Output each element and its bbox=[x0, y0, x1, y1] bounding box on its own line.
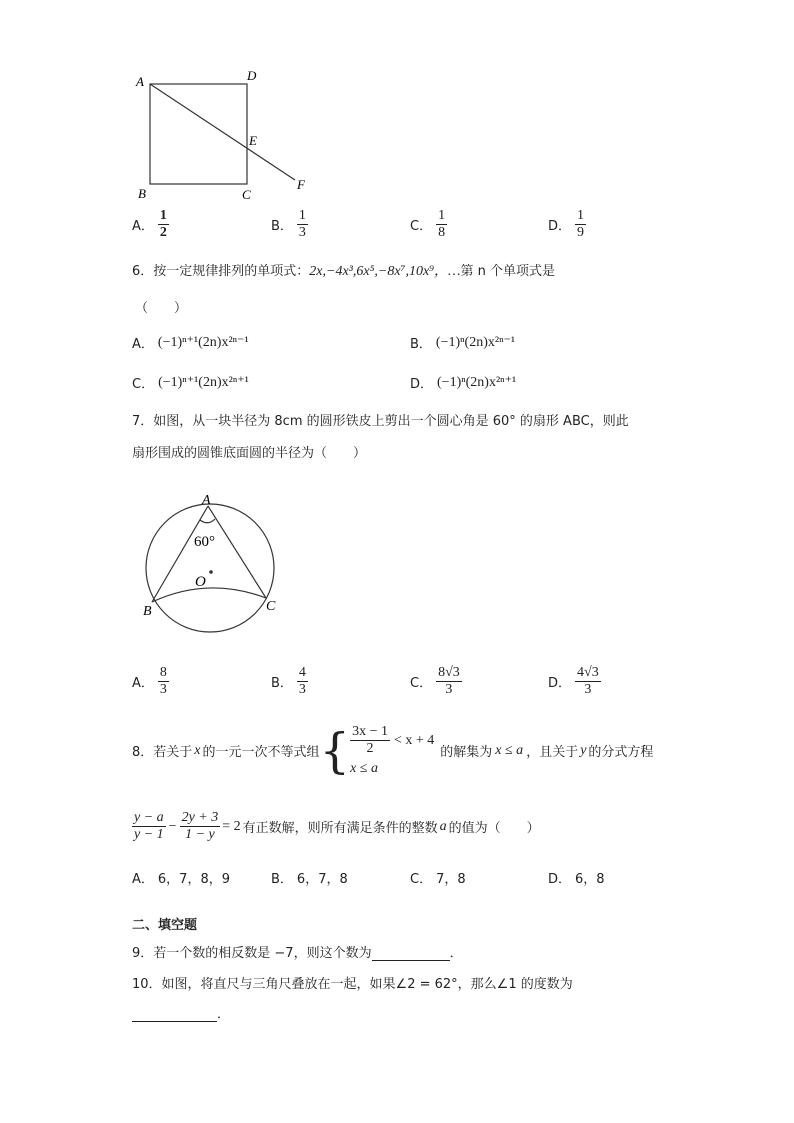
figure-square-diagram bbox=[130, 62, 320, 207]
option-label: D． bbox=[548, 219, 572, 234]
q7-option-c[interactable]: C． $\frac{8√3}{3}$ bbox=[410, 665, 460, 697]
label-b: B bbox=[143, 604, 152, 619]
inequality-system: $\frac{3x - 1}{2}$ < x + 4 x ≤ a bbox=[350, 724, 435, 776]
option-label: A． bbox=[132, 219, 154, 234]
line-ac bbox=[208, 506, 266, 598]
system-brace: { bbox=[319, 722, 351, 779]
center-dot bbox=[209, 570, 213, 574]
fraction: $\frac{3x - 1}{2}$ bbox=[352, 724, 388, 756]
q6-option-d[interactable]: D． (−1)ⁿ(2n)x²ⁿ⁺¹ bbox=[410, 375, 517, 392]
angle-label: 60° bbox=[194, 534, 215, 550]
label-c: C bbox=[266, 599, 276, 614]
q10-answer-line: ． bbox=[132, 1003, 230, 1022]
q8-option-d[interactable]: D． 6，8 bbox=[548, 872, 605, 887]
fraction: $\frac{8}{3}$ bbox=[159, 665, 167, 697]
q8-stem-line2: $\frac{y - a}{y - 1}$ − $\frac{2y + 3}{1 - y}$ = 2 有正数解，则所有满足条件的整数 a 的值为（ ） bbox=[134, 810, 540, 842]
q8-option-a[interactable]: A． 6，7，8，9 bbox=[132, 872, 230, 887]
q6-paren: （ ） bbox=[135, 301, 188, 316]
fraction: $\frac{1}{3}$ bbox=[298, 208, 306, 240]
q5-option-b[interactable] bbox=[271, 208, 308, 241]
arc-bc bbox=[152, 588, 266, 602]
fraction: $\frac{2y + 3}{1 - y}$ bbox=[181, 810, 219, 842]
fraction: $\frac{4√3}{3}$ bbox=[577, 665, 599, 697]
q10-stem: 10．如图，将直尺与三角尺叠放在一起，如果∠2 = 62°，那么∠1 的度数为 bbox=[132, 977, 573, 992]
q9-stem: 9．若一个数的相反数是 −7，则这个数为 ． bbox=[132, 946, 463, 961]
label-b: B bbox=[138, 186, 146, 201]
label-f: F bbox=[297, 177, 305, 192]
label-a: A bbox=[136, 74, 144, 89]
label-e: E bbox=[249, 133, 257, 148]
q5-option-a[interactable] bbox=[132, 208, 169, 241]
label-c: C bbox=[242, 187, 251, 202]
q8-option-b[interactable]: B． 6，7，8 bbox=[271, 872, 348, 887]
label-a: A bbox=[202, 493, 211, 508]
q6-option-b[interactable]: B． (−1)ⁿ(2n)x²ⁿ⁻¹ bbox=[410, 335, 516, 352]
q7-stem-line2: 扇形围成的圆锥底面圆的半径为（ ） bbox=[132, 446, 367, 461]
option-label: B． bbox=[271, 219, 293, 234]
figure-circle-sector bbox=[138, 488, 298, 638]
answer-blank[interactable] bbox=[132, 1007, 217, 1022]
line-af bbox=[150, 84, 295, 180]
fraction: $\frac{1}{8}$ bbox=[438, 208, 446, 240]
q6-option-c[interactable]: C． (−1)ⁿ⁺¹(2n)x²ⁿ⁺¹ bbox=[132, 375, 249, 392]
fraction: $\frac{1}{9}$ bbox=[577, 208, 585, 240]
q6-stem: 6．按一定规律排列的单项式：2x,−4x³,6x⁵,−8x⁷,10x⁹，…第 n 个单项式是 bbox=[132, 264, 556, 279]
fraction: $\frac{8√3}{3}$ bbox=[438, 665, 460, 697]
q5-option-d[interactable] bbox=[548, 208, 586, 241]
angle-arc bbox=[200, 519, 215, 523]
fraction: $\frac{4}{3}$ bbox=[298, 665, 306, 697]
q5-option-c[interactable] bbox=[410, 208, 447, 241]
q7-stem-line1: 7．如图，从一块半径为 8cm 的圆形铁皮上剪出一个圆心角是 60° 的扇形 ABC，则此 bbox=[132, 414, 629, 429]
fraction: $\frac{y - a}{y - 1}$ bbox=[134, 810, 164, 842]
q7-option-d[interactable]: D． $\frac{4√3}{3}$ bbox=[548, 665, 599, 697]
square-abcd bbox=[150, 84, 247, 184]
q6-option-a[interactable]: A． (−1)ⁿ⁺¹(2n)x²ⁿ⁻¹ bbox=[132, 335, 249, 352]
fraction: $\frac{1}{2}$ bbox=[159, 208, 167, 240]
circle-o bbox=[146, 504, 274, 632]
answer-blank[interactable] bbox=[372, 946, 450, 961]
section-title: 二、填空题 bbox=[132, 918, 198, 933]
q6-sequence: 2x,−4x³,6x⁵,−8x⁷,10x⁹，… bbox=[309, 264, 461, 279]
option-label: C． bbox=[410, 219, 433, 234]
q8-option-c[interactable]: C． 7，8 bbox=[410, 872, 466, 887]
q7-option-b[interactable]: B． $\frac{4}{3}$ bbox=[271, 665, 306, 697]
label-d: D bbox=[247, 68, 257, 83]
label-o: O bbox=[195, 574, 206, 590]
q8-stem-line1: 8．若关于 x 的一元一次不等式组 { $\frac{3x - 1}{2}$ < x + 4 x ≤ a 的解集为 x ≤ a ，且关于 y 的分式方程 bbox=[132, 722, 654, 779]
q7-option-a[interactable]: A． $\frac{8}{3}$ bbox=[132, 665, 167, 697]
